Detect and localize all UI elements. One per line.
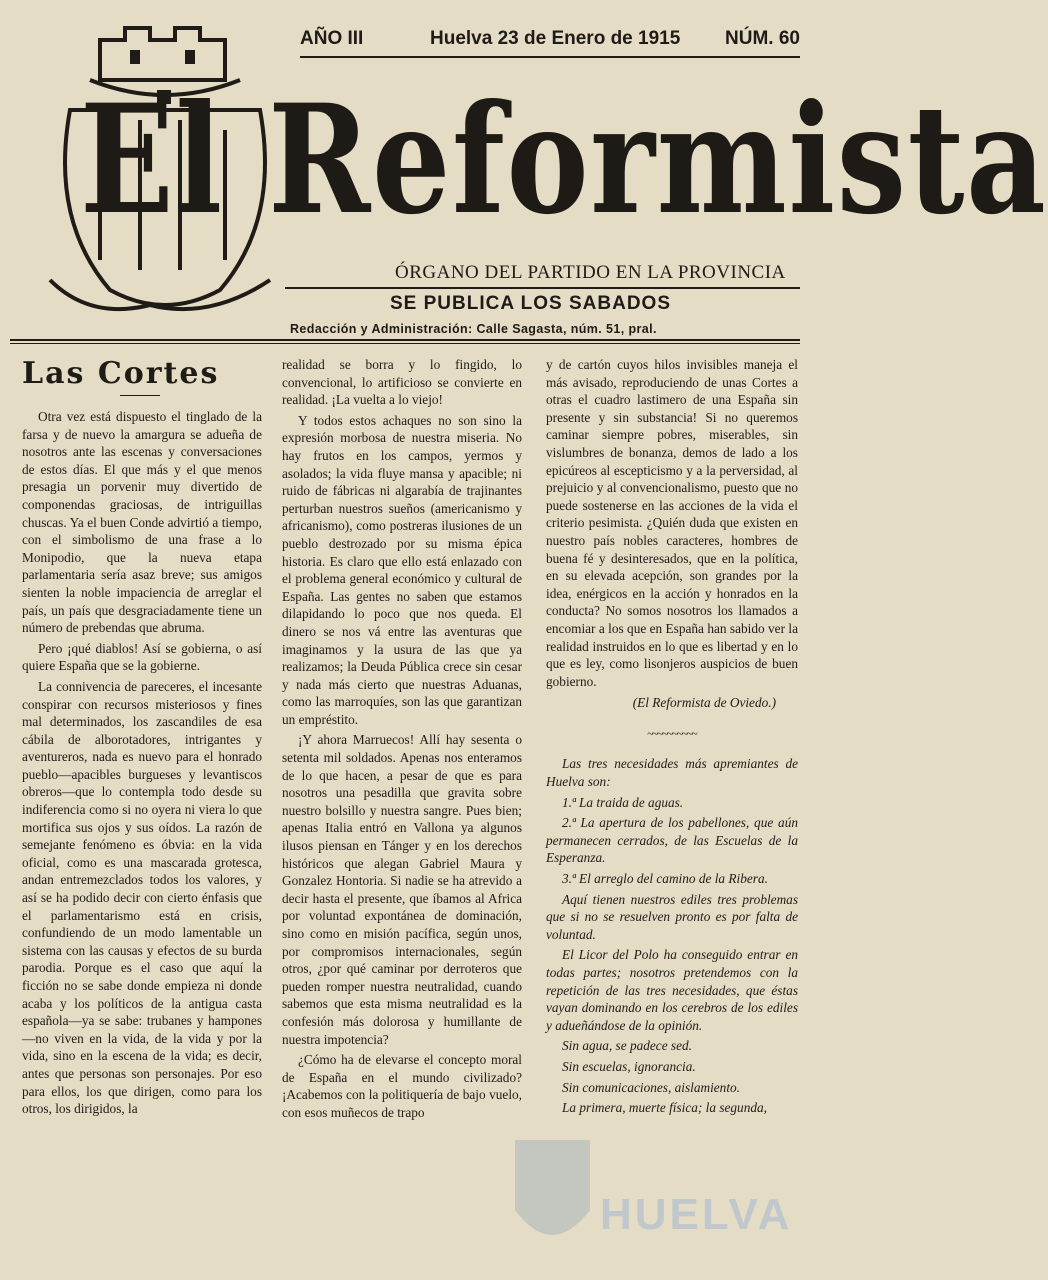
needs-item: 1.ª La traida de aguas. (562, 794, 684, 810)
notes-paragraph: Aquí tienen nuestros ediles tres problemas que si no se resuelven pronto es por falta de voluntad. (546, 891, 798, 942)
issue-info (300, 28, 800, 58)
article-headline: Las Cortes (22, 356, 220, 391)
library-seal-icon (505, 1120, 600, 1260)
column-3 (546, 356, 798, 1120)
issue-date: Huelva 23 de Enero de 1915 (430, 28, 681, 49)
masthead-bottom-rule (10, 339, 800, 341)
column-2 (282, 356, 522, 1125)
issue-year: AÑO III (300, 28, 364, 49)
notes-line: Sin escuelas, ignorancia. (562, 1058, 696, 1074)
notes-line: Sin comunicaciones, aislamiento. (562, 1079, 741, 1095)
section-divider: ~~~~~~~~~~ (647, 727, 697, 740)
column-1 (22, 408, 262, 1121)
headline-rule (120, 395, 160, 396)
needs-item: 3.ª El arreglo del camino de la Ribera. (562, 871, 768, 887)
notes-line: Sin agua, se padece sed. (562, 1038, 692, 1054)
issue-number: NÚM. 60 (725, 28, 800, 49)
publication-schedule: SE PUBLICA LOS SABADOS (390, 293, 671, 314)
paragraph: Y todos estos achaques no son sino la expresión morbosa de nuestra miseria. No hay frutos en los campos, yermos y asolados; la vida fluye mansa y apacible; ni ruido de fábricas ni algarabía de trajinantes perturban nuestros sueños (americanismo y africanismo), como postreras ilusiones de un pueblo destrozado por su misma épica historia. Es claro que ello está enlazado con el problema general económico y cultural de España. Las gentes no saben que estamos dilapidando lo poco que nos queda. El dinero se nos vá entre las aventuras que imaginamos y la usura de las que ya realizamos; la Deuda Pública crece sin cesar y nada más cierto que nuestras Aduanas, como las marroquíes, son las que garantizan un empréstito. (282, 412, 522, 727)
article-signature: (El Reformista de Oviedo.) (632, 695, 776, 711)
archive-watermark: HUELVA (600, 1190, 793, 1239)
needs-item: 2.ª La apertura de los pabellones, que aún permanecen cerrados, de las Escuelas de la Esperanza. (546, 815, 798, 866)
notes-line: La primera, muerte física; la segunda, (562, 1100, 767, 1116)
administration-address: Redacción y Administración: Calle Sagasta, núm. 51, pral. (290, 322, 657, 336)
paragraph: realidad se borra y lo fingido, lo convencional, lo artificioso se convierte en realidad. ¡La vuelta a lo viejo! (282, 357, 522, 408)
newspaper-title: El Reformista (80, 72, 1048, 248)
paragraph: Pero ¡qué diablos! Así se gobierna, o así quiere España que se la gobierne. (22, 640, 262, 674)
paragraph: La connivencia de pareceres, el incesante conspirar con recursos misteriosos y fines mal determinados, los zascandiles de esa cábila de alborotadores, intrigantes y aventureros, nada es nuevo para el honrado pueblo—apacibles burgueses y levantiscos obreros—que lo contempla todo desde su indiferencia como si no oyera ni viera lo que mortifica sus ojos y sus oídos. La razón de semejante fenómeno es óbvia: en la vida oficial, como es una mascarada grotesca, andan entremezclados todos los valores, y así se ha podido decir con cierto énfasis que el parlamentarismo está en crisis, confundiendo de un modo lamentable un sistema con las causas y efectos de su burda parodia. Porque es el caso que aquí la ficción no se sabe donde empieza ni donde acaba y los políticos de la antigua casta española—ya se sabe: trubanes y hampones—no viven en la vida, de la vida y por la vida, sino en la escena de la vida; es decir, antes que personas son personajes. Por eso para ellos, los que dirigen, como para los otros, los dirigidos, la (22, 678, 262, 1117)
organ-rule (285, 287, 800, 289)
notes-section (546, 755, 798, 1116)
paragraph: ¿Cómo ha de elevarse el concepto moral de España en el mundo civilizado? ¡Acabemos con la politiquería de bajo vuelo, con esos muñecos de trapo (282, 1052, 522, 1120)
paragraph: y de cartón cuyos hilos invisibles maneja el más avisado, reproduciendo de unas Cortes a otras el cuadro lastimero de una España sin presente y sin substancia! Si no queremos caminar siempre pobres, miserables, sin vislumbres de bonanza, demos de lado a los epicúreos al escepticismo y a la perversidad, al prejuicio y al convencionalismo, puesto que no puede sostenerse en las acciones de la vida el criterio pesimista. ¿Quién duda que existen en nuestro país nobles caracteres, hombres de buena fé y desinteresados, que en la política, en su elevada acepción, son grandes por la idea, enérgicos en la acción y honrados en la conducta? No somos nosotros los llamados a encomiar a los que en España han sabido ver la realidad instruidos en lo que es libertad y en lo que es ley, como lisonjeros auspicios de buen gobierno. (546, 357, 798, 689)
notes-paragraph: El Licor del Polo ha conseguido entrar en todas partes; nosotros pretendemos con la repetición de las tres necesidades, que éstas vayan dominando en los cerebros de los ediles y adueñándose de la opinión. (546, 947, 798, 1033)
masthead-bottom-rule-thin (10, 343, 800, 344)
notes-intro: Las tres necesidades más apremiantes de Huelva son: (546, 756, 798, 790)
organ-subtitle: ÓRGANO DEL PARTIDO EN LA PROVINCIA (395, 262, 786, 283)
paragraph: ¡Y ahora Marruecos! Allí hay sesenta o setenta mil soldados. Apenas nos enteramos de lo que hacen, a pesar de que es para nosotros una pesadilla que gravita sobre nuestro bolsillo y nuestra sangre. Pues bien; apenas Italia entró en Vallona ya algunos ilusos piensan en Tánger y en los derechos históricos que alegan Gabriel Maura y Gonzalez Hontoria. Si nadie se ha atrevido a decir hasta el presente, que íbamos al Africa por voluntad expontánea de dominación, sino como en misión pacífica, según unos, por compromisos internacionales, según otros, ¿por qué caminar por derroteros que pueden romper nuestra neutralidad, cuando sabemos que esta misma neutralidad es la confesión más dolorosa y humillante de nuestra impotencia? (282, 732, 522, 1047)
masthead-top-rule (300, 56, 800, 58)
paragraph: Otra vez está dispuesto el tinglado de la farsa y de nuevo la amargura se adueña de nosotros ante las escenas y conversaciones de estos días. El que más y el que menos presagia un porvenir muy divertido de componendas graciosas, de intriguillas chuscas. Ya el buen Conde advirtió a tiempo, con el simbolismo de una frase a lo Monipodio, que la nueva etapa parlamentaria sería asaz breve; sus amigos sienten la noble impaciencia de arreglar el país, un país que desgraciadamente tiene un número de prebendas que abruma. (22, 409, 262, 636)
